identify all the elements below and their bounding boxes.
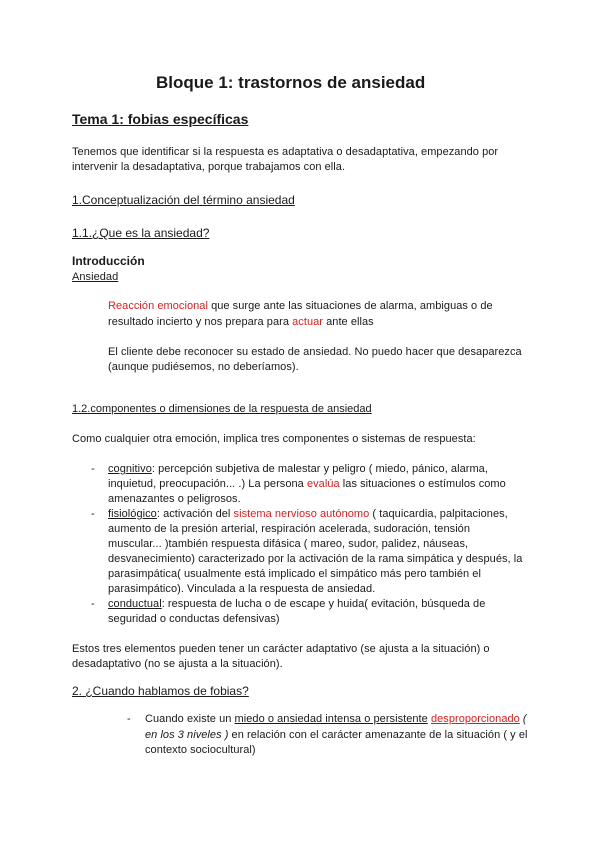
fobias-line-2: en los 3 niveles ) en relación con el carácter amenazante de la situación ( y el <box>145 729 528 741</box>
introduccion-heading: Introducción <box>72 254 145 268</box>
tres-niveles-text: en los 3 niveles ) <box>145 729 229 741</box>
actuar-text: actuar <box>292 316 323 328</box>
fobias-line-1: Cuando existe un miedo o ansiedad intensa o persistente desproporcionado ( <box>145 713 527 725</box>
cognitivo-line-2: inquietud, preocupación... .) La persona evalúa las situaciones o estímulos como <box>108 478 506 490</box>
cognitivo-term: cognitivo <box>108 463 152 475</box>
bullet-dash: - <box>91 508 95 520</box>
desproporcionado-text: desproporcionado <box>430 713 520 725</box>
fisiologico-line-2: aumento de la presión arterial, respiración acelerada, sudoración, tensión <box>108 523 471 535</box>
intro-line-1: Tenemos que identificar si la respuesta es adaptativa o desadaptativa, empezando por <box>72 146 499 158</box>
bullet-dash: - <box>91 598 95 610</box>
definition-line-2: resultado incierto y nos prepara para actuar ante ellas <box>108 316 374 328</box>
section-2-heading: 2. ¿Cuando hablamos de fobias? <box>72 684 249 698</box>
reaccion-emocional-text: Reacción emocional <box>108 300 208 312</box>
bullet-dash: - <box>127 713 131 725</box>
intro-line-2: intervenir la desadaptativa, porque trabajamos con ella. <box>72 161 346 173</box>
conductual-line-1: conductual: respuesta de lucha o de escape y huida( evitación, búsqueda de <box>108 598 486 610</box>
cognitivo-line-1: cognitivo: percepción subjetiva de malestar y peligro ( miedo, pánico, alarma, <box>108 463 488 475</box>
conductual-term: conductual <box>108 598 162 610</box>
fisiologico-term: fisiológico <box>108 508 157 520</box>
cognitivo-line-3: amenazantes o peligrosos. <box>108 493 241 505</box>
fisiologico-line-4: desvanecimiento) caracterizado por la activación de la rama simpática y después, la <box>108 553 523 565</box>
sna-text: sistema nervioso autónomo <box>233 508 370 520</box>
fisiologico-line-3: muscular... )también respuesta difásica ( mareo, sudor, palidez, náuseas, <box>108 538 469 550</box>
ansiedad-subheading: Ansiedad <box>72 271 119 283</box>
fobias-line-3: contexto sociocultural) <box>145 744 256 756</box>
section-1-heading: 1.Conceptualización del término ansiedad <box>72 193 295 207</box>
section-1-2-heading: 1.2.componentes o dimensiones de la respuesta de ansiedad <box>72 403 372 415</box>
componentes-intro: Como cualquier otra emoción, implica tres componentes o sistemas de respuesta: <box>72 433 476 445</box>
elementos-line-2: desadaptativo (no se ajusta a la situación). <box>72 658 283 670</box>
fisiologico-line-6: parasimpático). Vinculada a la respuesta de ansiedad. <box>108 583 376 595</box>
bullet-dash: - <box>91 463 95 475</box>
fisiologico-line-5: parasimpática( usualmente está implicado el simpático más pero también el <box>108 568 481 580</box>
document-title: Bloque 1: trastornos de ansiedad <box>156 73 426 92</box>
tema-heading: Tema 1: fobias específicas <box>72 111 249 127</box>
conductual-line-2: seguridad o conductas defensivas) <box>108 613 280 625</box>
fisiologico-line-1: fisiológico: activación del sistema nervioso autónomo ( taquicardia, palpitaciones, <box>108 508 508 520</box>
miedo-intenso-text: miedo o ansiedad intensa o persistente <box>234 713 428 725</box>
evalua-text: evalúa <box>306 478 340 490</box>
cliente-line-2: (aunque pudiésemos, no deberíamos). <box>108 361 299 373</box>
elementos-line-1: Estos tres elementos pueden tener un carácter adaptativo (se ajusta a la situación) o <box>72 643 490 655</box>
cliente-line-1: El cliente debe reconocer su estado de ansiedad. No puedo hacer que desaparezca <box>108 346 522 358</box>
section-1-1-heading: 1.1.¿Que es la ansiedad? <box>72 226 210 240</box>
definition-line-1: Reacción emocional que surge ante las situaciones de alarma, ambiguas o de <box>108 300 493 312</box>
